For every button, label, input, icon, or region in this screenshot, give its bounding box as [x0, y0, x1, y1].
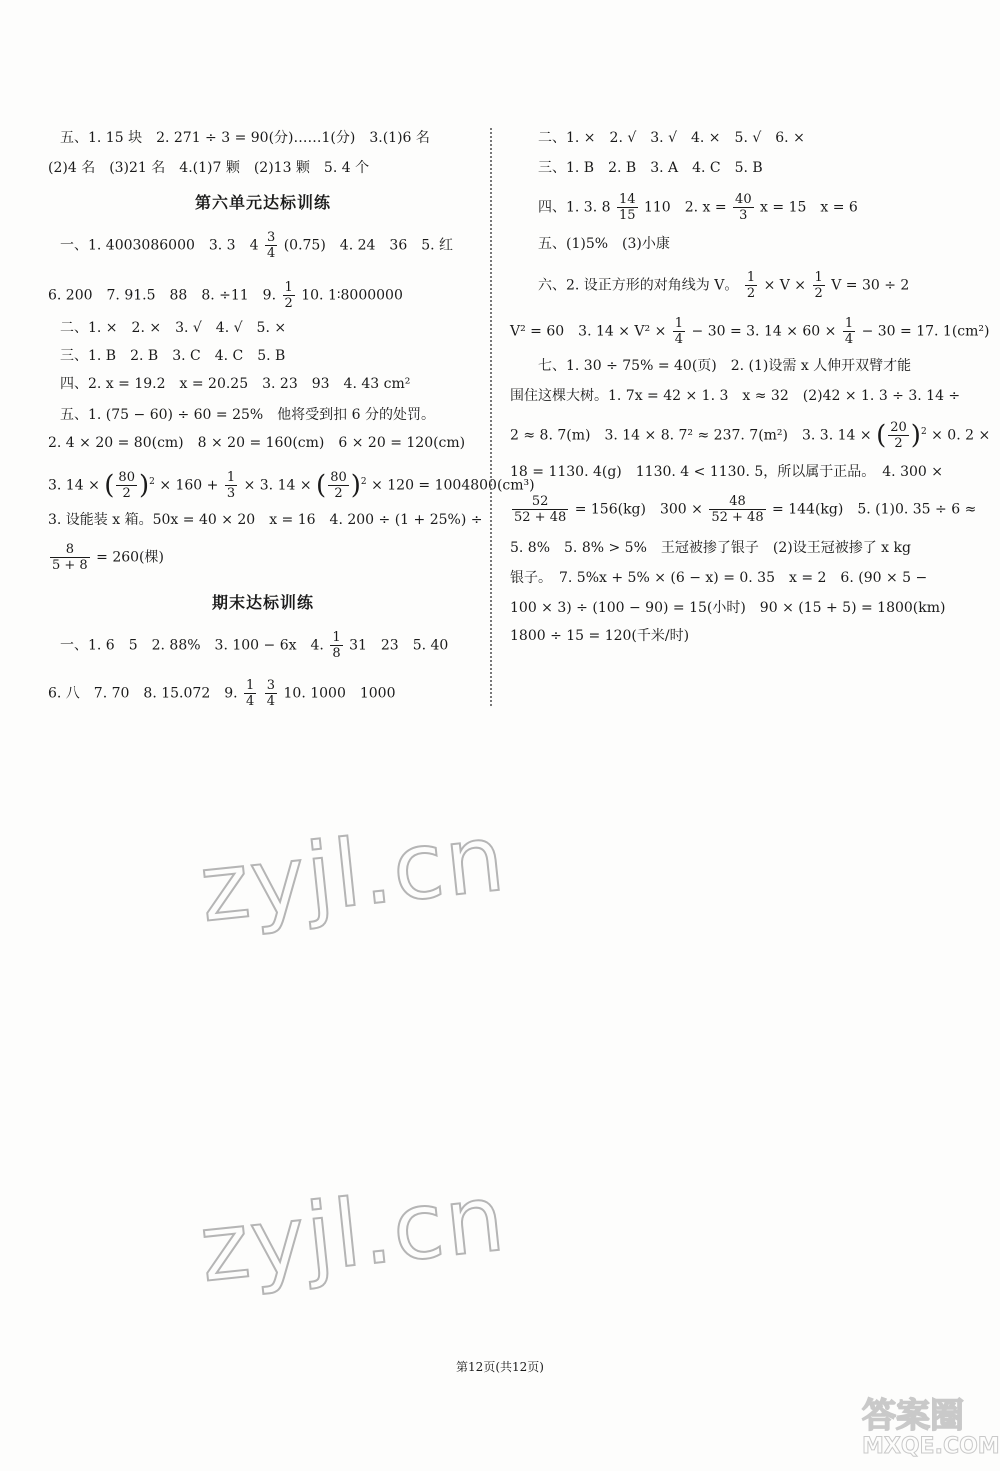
- answer-line: 五、(1)5% (3)小康: [538, 236, 670, 252]
- answer-line: 三、1. B 2. B 3. A 4. C 5. B: [538, 160, 763, 176]
- site-logo: [862, 1388, 1000, 1464]
- answer-line: 六、2. 设正方形的对角线为 V。 $\frac{1}{2}$ × V × $\frac{1}{2}$ V = 30 ÷ 2: [538, 270, 910, 301]
- fraction: $\frac{80}{2}$: [118, 470, 135, 501]
- fraction: $\frac{1}{8}$: [332, 630, 341, 661]
- fraction: $\frac{1}{3}$: [226, 470, 236, 501]
- fraction: $\frac{1}{2}$: [284, 280, 293, 311]
- answer-line: 2 ≈ 8. 7(m) 3. 14 × 8. 7² ≈ 237. 7(m²) 3. 3. 14 × ( $\frac{20}{2}$ )$^2$ × 0. 2 ×: [510, 420, 991, 451]
- answer-line: 2. 4 × 20 = 80(cm) 8 × 20 = 160(cm) 6 × 20 = 120(cm): [48, 435, 466, 451]
- fraction: $\frac{40}{3}$: [735, 192, 752, 223]
- answer-line: 二、1. × 2. × 3. √ 4. √ 5. ×: [60, 320, 287, 336]
- fraction: $\frac{52}{52 + 48}$: [514, 494, 567, 525]
- answer-line: 银子。 7. 5%x + 5% × (6 − x) = 0. 35 x = 2 6. (90 × 5 −: [510, 570, 928, 586]
- page-number: 第12页(共12页): [456, 1360, 544, 1374]
- fraction: $\frac{3}{4}$: [266, 230, 276, 261]
- answer-line: 七、1. 30 ÷ 75% = 40(页) 2. (1)设需 x 人伸开双臂才能: [538, 358, 912, 374]
- column-divider: [490, 128, 492, 706]
- logo-text-cn: 答案圈: [862, 1396, 964, 1436]
- answer-line: 五、1. (75 − 60) ÷ 60 = 25% 他将受到扣 6 分的处罚。: [60, 407, 435, 423]
- answer-line: 一、1. 6 5 2. 88% 3. 100 − 6x 4. $\frac{1}{8}$ 31 23 5. 40: [60, 630, 449, 661]
- section-heading-final: 期末达标训练: [211, 593, 314, 612]
- answer-line: 围住这棵大树。1. 7x = 42 × 1. 3 x ≈ 32 (2)42 × 1. 3 ÷ 3. 14 ÷: [510, 388, 961, 404]
- fraction: $\frac{1}{4}$: [674, 316, 684, 347]
- fraction: $\frac{20}{2}$: [890, 420, 907, 451]
- fraction: $\frac{48}{52 + 48}$: [711, 494, 764, 525]
- fraction: $\frac{80}{2}$: [330, 470, 347, 501]
- answer-line: 3. 设能装 x 箱。50x = 40 × 20 x = 16 4. 200 ÷ (1 + 25%) ÷: [48, 512, 483, 528]
- answer-line: 五、1. 15 块 2. 271 ÷ 3 = 90(分)……1(分) 3.(1)6 名: [60, 130, 430, 146]
- answer-line: 三、1. B 2. B 3. C 4. C 5. B: [60, 348, 286, 364]
- fraction: $\frac{1}{2}$: [746, 270, 756, 301]
- answer-line: 3. 14 × ( $\frac{80}{2}$ )$^2$ × 160 + $\frac{1}{3}$ × 3. 14 × ( $\frac{80}{2}$ )$^2$ × 120 = 1004800(cm³): [48, 470, 535, 501]
- watermark: zyjl.cn: [195, 804, 511, 943]
- answer-line: 二、1. × 2. √ 3. √ 4. × 5. √ 6. ×: [538, 130, 805, 146]
- answer-line: V² = 60 3. 14 × V² × $\frac{1}{4}$ − 30 = 3. 14 × 60 × $\frac{1}{4}$ − 30 = 17. 1(cm²): [510, 316, 990, 347]
- fraction: $\frac{1}{4}$: [844, 316, 854, 347]
- answer-line: 18 = 1130. 4(g) 1130. 4 < 1130. 5，所以属于正品。 4. 300 ×: [510, 464, 943, 480]
- fraction: $\frac{14}{15}$: [618, 192, 636, 223]
- answer-line: 1800 ÷ 15 = 120(千米/时): [510, 628, 690, 644]
- answer-line: $\frac{52}{52 + 48}$ = 156(kg) 300 × $\frac{48}{52 + 48}$ = 144(kg) 5. (1)0. 35 ÷ 6 ≈: [514, 494, 977, 525]
- fraction: $\frac{8}{5 + 8}$: [52, 542, 88, 573]
- watermark: zyjl.cn: [195, 1164, 511, 1303]
- answer-line: 6. 200 7. 91.5 88 8. ÷11 9. $\frac{1}{2}$ 10. 1∶8000000: [48, 280, 403, 311]
- logo-text-en: MXQE.COM: [862, 1434, 1000, 1459]
- answer-line: 5. 8% 5. 8% > 5% 王冠被掺了银子 (2)设王冠被掺了 x kg: [510, 540, 911, 556]
- answer-line: 100 × 3) ÷ (100 − 90) = 15(小时) 90 × (15 + 5) = 1800(km): [510, 600, 946, 616]
- answer-line: 6. 八 7. 70 8. 15.072 9. $\frac{1}{4}$ $\frac{3}{4}$ 10. 1000 1000: [48, 678, 396, 709]
- answer-line: 四、1. 3. 8 $\frac{14}{15}$ 110 2. x = $\frac{40}{3}$ x = 15 x = 6: [538, 192, 858, 223]
- answer-line: $\frac{8}{5 + 8}$ = 260(棵): [52, 542, 164, 573]
- answer-line: 四、2. x = 19.2 x = 20.25 3. 23 93 4. 43 cm²: [60, 376, 411, 392]
- answer-line: (2)4 名 (3)21 名 4.(1)7 颗 (2)13 颗 5. 4 个: [48, 160, 370, 176]
- fraction: $\frac{3}{4}$: [266, 678, 276, 709]
- fraction: $\frac{1}{2}$: [814, 270, 823, 301]
- answer-line: 一、1. 4003086000 3. 3 4 $\frac{3}{4}$ (0.75) 4. 24 36 5. 红: [60, 230, 454, 261]
- section-heading-unit6: 第六单元达标训练: [194, 193, 331, 212]
- fraction: $\frac{1}{4}$: [246, 678, 255, 709]
